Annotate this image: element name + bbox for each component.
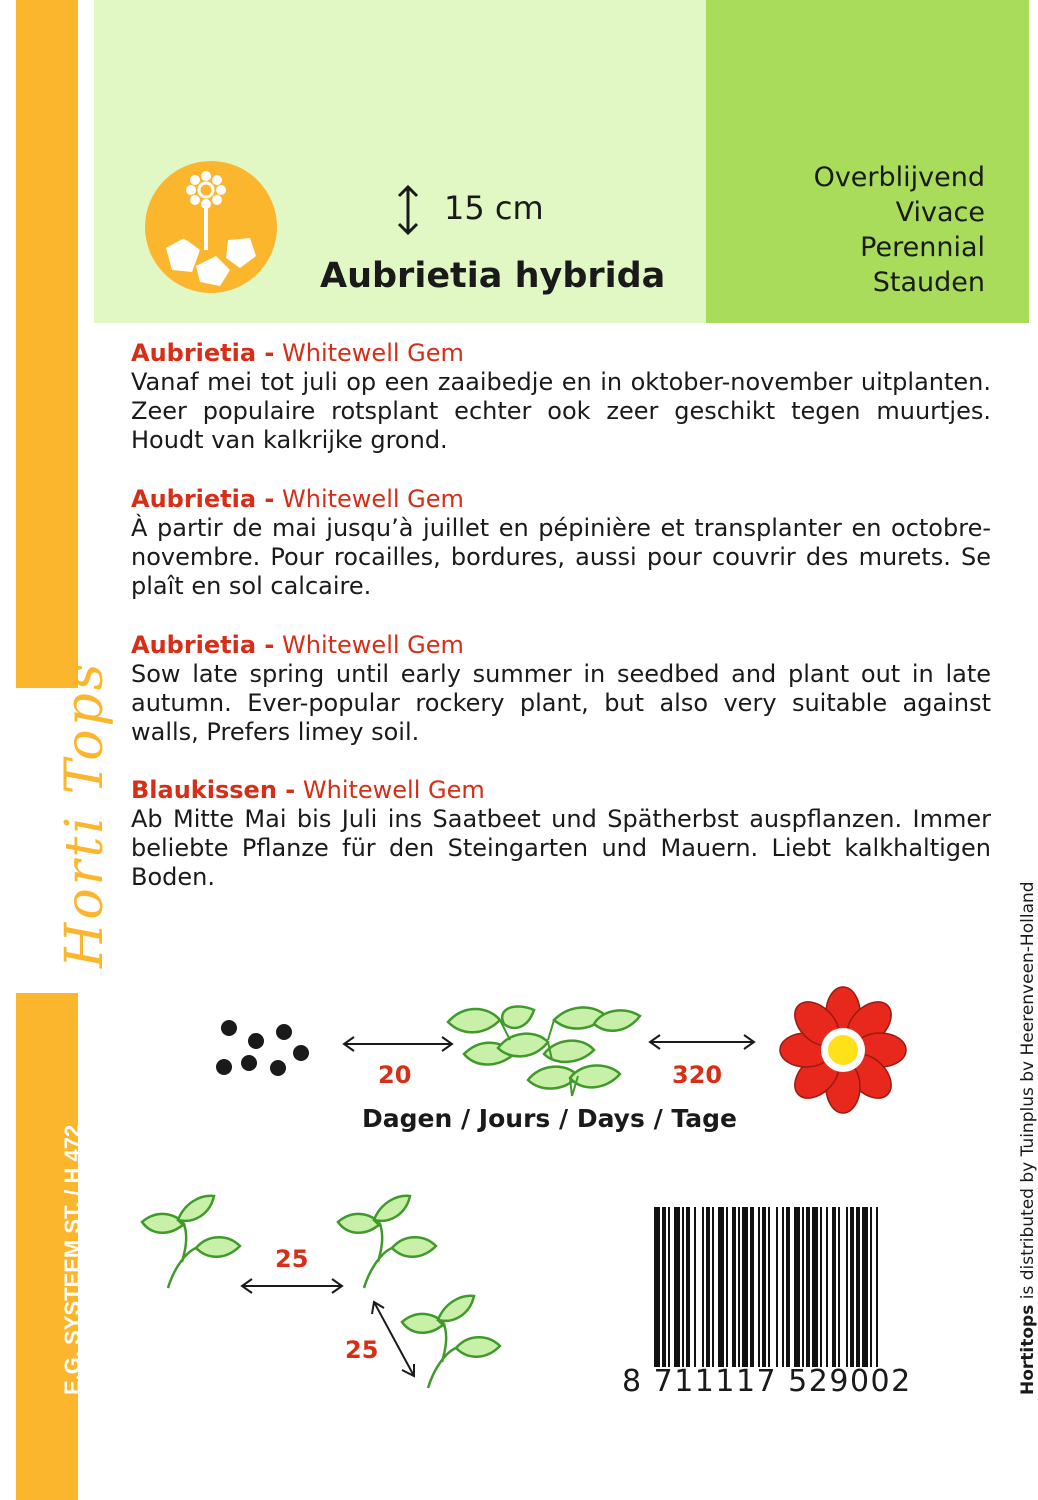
- perennial-label-fr: Vivace: [895, 197, 985, 228]
- barcode-bar: [802, 1207, 804, 1367]
- description-plant-name: Blaukissen -: [131, 776, 296, 804]
- plant-height: 15 cm: [444, 189, 544, 227]
- description-text: Sow late spring until early summer in seedbed and plant out in late autumn. Ever-popular rockery plant, but also very suitable against walls, Prefers limey soil.: [131, 660, 991, 746]
- seeds-icon: [212, 1015, 312, 1080]
- barcode-bar: [876, 1207, 878, 1367]
- barcode-bar: [712, 1207, 714, 1367]
- barcode-bar: [718, 1207, 724, 1367]
- barcode-bar: [702, 1207, 704, 1367]
- arrow-sow-to-sprout: [340, 1034, 456, 1054]
- barcode-bar: [838, 1207, 840, 1367]
- barcode-bar: [758, 1207, 760, 1367]
- barcode-bar: [668, 1207, 670, 1367]
- barcode-bar: [762, 1207, 766, 1367]
- description-variety: Whitewell Gem: [274, 631, 464, 659]
- barcode-bar: [694, 1207, 696, 1367]
- barcode-bar: [686, 1207, 690, 1367]
- product-code: E.G. SYSTEEM ST. / H 472: [60, 1124, 85, 1395]
- brand-logo-text: Horti Tops: [55, 660, 115, 968]
- description-en: [131, 631, 991, 747]
- species-name: Aubrietia hybrida: [320, 256, 666, 296]
- barcode-bar: [794, 1207, 800, 1367]
- description-title: [131, 485, 991, 514]
- days-units-label: Dagen / Jours / Days / Tage: [362, 1104, 737, 1133]
- credit-text: is distributed by Tuinplus bv Heerenveen-Holland: [1018, 881, 1038, 1305]
- description-plant-name: Aubrietia -: [131, 339, 275, 367]
- barcode-bar: [850, 1207, 854, 1367]
- description-text: À partir de mai jusqu’à juillet en pépinière et transplanter en octobre-novembre. Pour rocailles, bordures, aussi pour couvrir des murets. Se plaît en sol calcaire.: [131, 514, 991, 600]
- barcode-bar: [738, 1207, 740, 1367]
- barcode-bar: [682, 1207, 684, 1367]
- barcode-bar: [726, 1207, 728, 1367]
- description-variety: Whitewell Gem: [295, 776, 485, 804]
- description-text: Ab Mitte Mai bis Juli ins Saatbeet und Spätherbst auspflanzen. Immer beliebte Pflanze für den Steingarten und Mauern. Liebt kalkhaltigen Boden.: [131, 805, 991, 891]
- description-de: [131, 776, 991, 892]
- flower-days: 320: [672, 1061, 723, 1089]
- description-title: [131, 776, 991, 805]
- credit-brand: Hortitops: [1018, 1304, 1038, 1395]
- barcode-bar: [856, 1207, 860, 1367]
- description-title: [131, 631, 991, 660]
- barcode-bar: [776, 1207, 778, 1367]
- barcode-bar: [870, 1207, 872, 1367]
- sun-plant-icon: [144, 160, 278, 294]
- row-spacing-value: 25: [275, 1245, 309, 1273]
- barcode-bar: [750, 1207, 754, 1367]
- leaf-sprig-icon: [134, 1192, 244, 1292]
- description-fr: [131, 485, 991, 601]
- barcode-number: 8 711117 529002: [622, 1364, 912, 1399]
- strip-top: [16, 0, 78, 688]
- description-nl: [131, 339, 991, 455]
- barcode: [652, 1207, 932, 1367]
- barcode-bar: [674, 1207, 680, 1367]
- barcode-bar: [846, 1207, 848, 1367]
- barcode-bar: [812, 1207, 818, 1367]
- height-arrow-icon: [393, 184, 423, 236]
- seedlings-icon: [444, 1000, 644, 1100]
- perennial-label-en: Perennial: [860, 232, 985, 263]
- description-variety: Whitewell Gem: [274, 485, 464, 513]
- perennial-panel: [706, 0, 1029, 323]
- perennial-label-de: Stauden: [872, 267, 985, 298]
- barcode-bar: [662, 1207, 666, 1367]
- description-text: Vanaf mei tot juli op een zaaibedje en in oktober-november uitplanten. Zeer populaire rotsplant echter ook zeer geschikt tegen muurtjes. Houdt van kalkrijke grond.: [131, 368, 991, 454]
- barcode-bar: [806, 1207, 810, 1367]
- barcode-bar: [862, 1207, 868, 1367]
- arrow-row-spacing: [238, 1276, 346, 1296]
- barcode-bar: [742, 1207, 748, 1367]
- barcode-bar: [768, 1207, 770, 1367]
- plant-spacing-value: 25: [345, 1336, 379, 1364]
- description-plant-name: Aubrietia -: [131, 485, 275, 513]
- barcode-bar: [732, 1207, 736, 1367]
- perennial-label-nl: Overblijvend: [813, 162, 985, 193]
- arrow-sprout-to-flower: [646, 1032, 758, 1052]
- barcode-bar: [782, 1207, 784, 1367]
- barcode-bar: [706, 1207, 710, 1367]
- description-title: [131, 339, 991, 368]
- description-variety: Whitewell Gem: [274, 339, 464, 367]
- barcode-bar: [786, 1207, 790, 1367]
- barcode-bar: [826, 1207, 828, 1367]
- sprout-days: 20: [378, 1061, 412, 1089]
- distributor-credit: [1018, 881, 1038, 1395]
- description-plant-name: Aubrietia -: [131, 631, 275, 659]
- barcode-bar: [832, 1207, 836, 1367]
- perennial-labels: [814, 160, 985, 300]
- barcode-bar: [820, 1207, 822, 1367]
- flower-icon: [778, 985, 908, 1115]
- leaf-sprig-icon: [330, 1192, 440, 1292]
- barcode-bar: [654, 1207, 660, 1367]
